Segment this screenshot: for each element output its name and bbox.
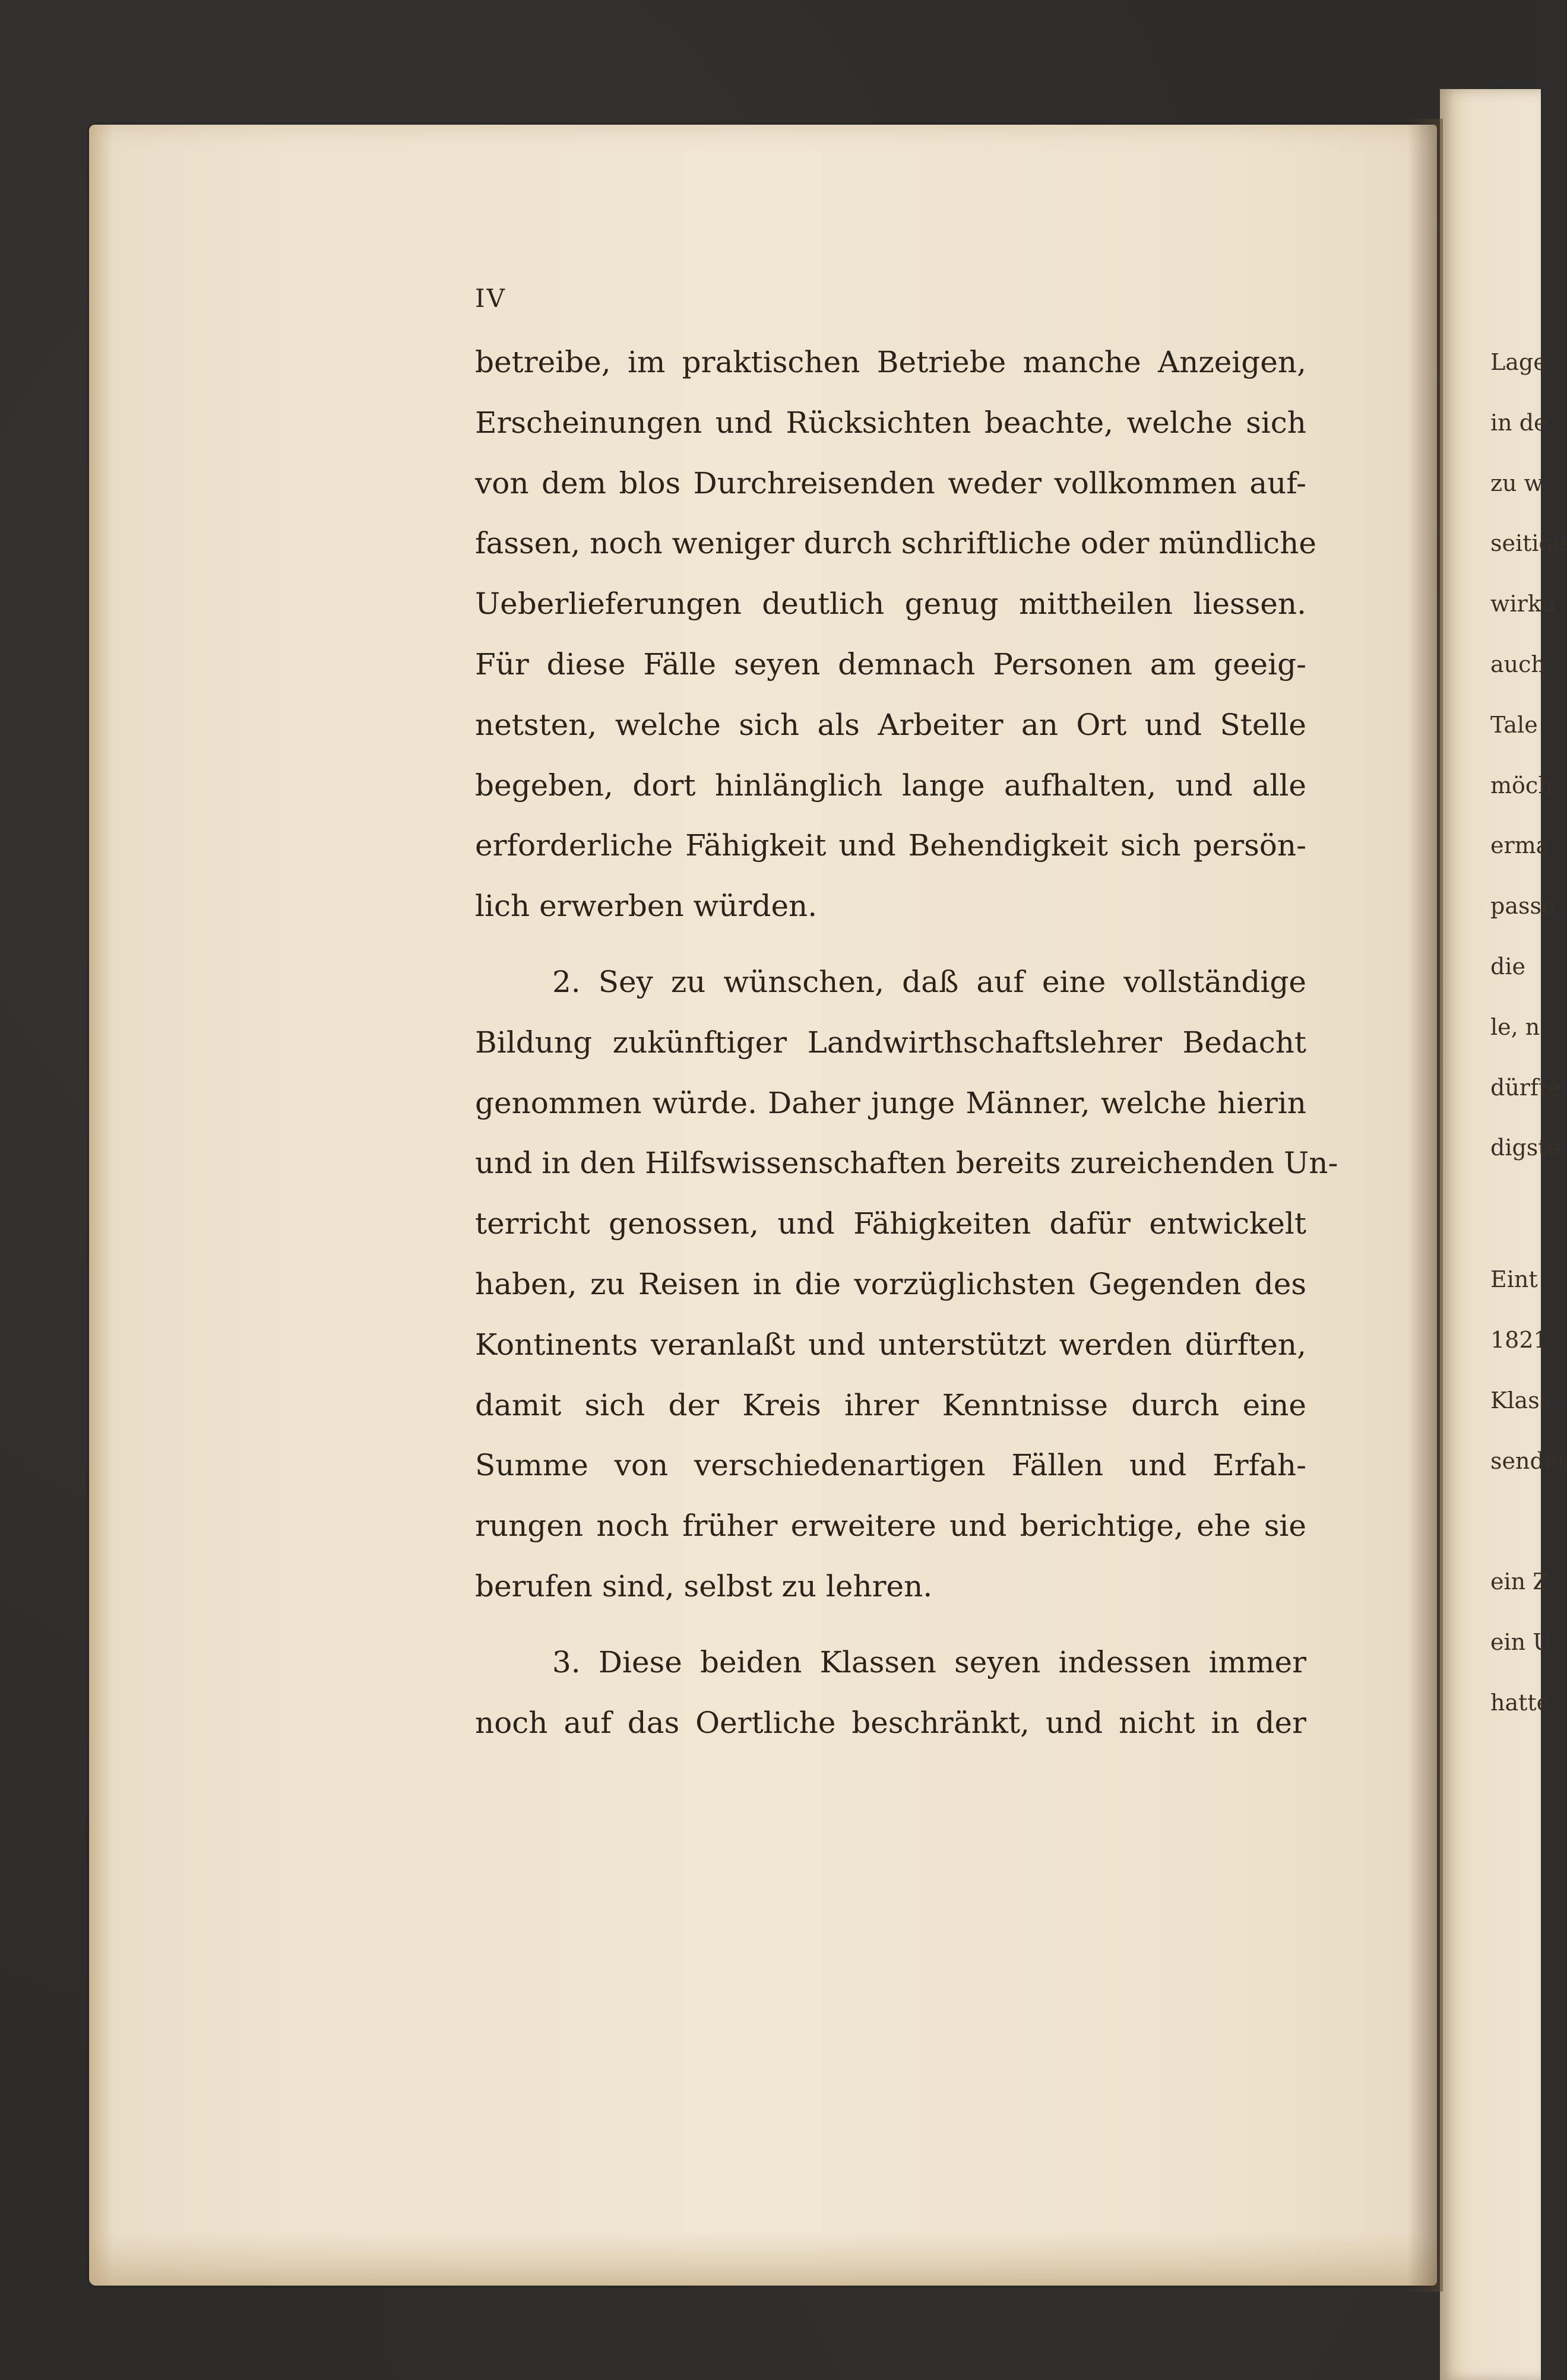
margin-fragment: wirku — [1490, 591, 1556, 617]
margin-fragment: 1821 — [1490, 1326, 1548, 1353]
body-text — [475, 332, 1338, 1753]
margin-fragment — [1490, 1491, 1538, 1552]
margin-fragment: hatte — [1490, 1689, 1550, 1716]
text-line: berufen sind, selbst zu lehren. — [475, 1568, 933, 1603]
page-number: IV — [475, 284, 506, 313]
text-line: haben, zu Reisen in die vorzüglichsten Gegenden des — [475, 1266, 1306, 1301]
margin-fragment: in de — [1490, 409, 1547, 436]
margin-fragment: sendet — [1490, 1447, 1567, 1474]
margin-fragment: passe — [1490, 893, 1555, 920]
facing-page-text-fragments — [1490, 332, 1567, 1733]
margin-fragment: digste — [1490, 1134, 1561, 1161]
margin-fragment: erma — [1490, 832, 1550, 859]
margin-fragment: Eint — [1490, 1266, 1538, 1293]
text-line: 3. Diese beiden Klassen seyen indessen immer — [552, 1644, 1306, 1679]
gutter-shadow — [1407, 119, 1443, 2292]
text-line: betreibe, im praktischen Betriebe manche Anzeigen, — [475, 345, 1306, 379]
text-line: damit sich der Kreis ihrer Kenntnisse durch eine — [475, 1387, 1306, 1422]
margin-fragment: möch — [1490, 772, 1553, 798]
text-line: terricht genossen, und Fähigkeiten dafür entwickelt — [475, 1206, 1306, 1241]
page-edge-bottom — [89, 2232, 1437, 2286]
margin-fragment: seitige — [1490, 530, 1567, 557]
text-line: lich erwerben würden. — [475, 889, 818, 924]
text-line: Für diese Fälle seyen demnach Personen am geeig- — [475, 647, 1306, 682]
margin-fragment: le, n — [1490, 1013, 1540, 1040]
text-line: begeben, dort hinlänglich lange aufhalten, und alle — [475, 768, 1306, 803]
text-line: Summe von verschiedenartigen Fällen und Erfah- — [475, 1448, 1306, 1483]
margin-fragment: Klass — [1490, 1387, 1552, 1414]
text-line: genommen würde. Daher junge Männer, welche hierin — [475, 1085, 1306, 1120]
text-line: erforderliche Fähigkeit und Behendigkeit sich persön- — [475, 828, 1306, 863]
margin-fragment: auch — [1490, 651, 1546, 677]
text-line: Bildung zukünftiger Landwirthschaftslehrer Bedacht — [475, 1025, 1306, 1060]
page-edge-left — [89, 125, 113, 2286]
margin-fragment: ein U — [1490, 1628, 1552, 1655]
margin-fragment: zu w — [1490, 470, 1544, 496]
text-line: rungen noch früher erweitere und berichtige, ehe sie — [475, 1509, 1306, 1544]
text-line: Kontinents veranlaßt und unterstützt werden dürften, — [475, 1327, 1306, 1362]
text-line: Ueberlieferungen deutlich genug mittheilen liessen. — [475, 587, 1306, 622]
margin-fragment: die — [1490, 953, 1525, 980]
paragraph-gap — [475, 1617, 1306, 1633]
margin-fragment: Lage — [1490, 349, 1547, 375]
paragraph-gap — [475, 937, 1306, 952]
margin-fragment: dürfte — [1490, 1074, 1561, 1101]
margin-gap — [1490, 1178, 1538, 1250]
text-line: von dem blos Durchreisenden weder vollkommen auf- — [475, 465, 1306, 500]
text-line: 2. Sey zu wünschen, daß auf eine vollständige — [552, 964, 1306, 999]
margin-fragment: Tale — [1490, 711, 1538, 738]
text-line: und in den Hilfswissenschaften bereits zureichenden Un- — [475, 1146, 1338, 1181]
text-line: Erscheinungen und Rücksichten beachte, welche sich — [475, 405, 1306, 440]
margin-fragment: ein Z — [1490, 1568, 1549, 1595]
text-line: netsten, welche sich als Arbeiter an Ort und Stelle — [475, 707, 1306, 742]
text-line: noch auf das Oertliche beschränkt, und nicht in der — [475, 1705, 1306, 1740]
text-line: fassen, noch weniger durch schriftliche oder mündliche — [475, 526, 1316, 561]
